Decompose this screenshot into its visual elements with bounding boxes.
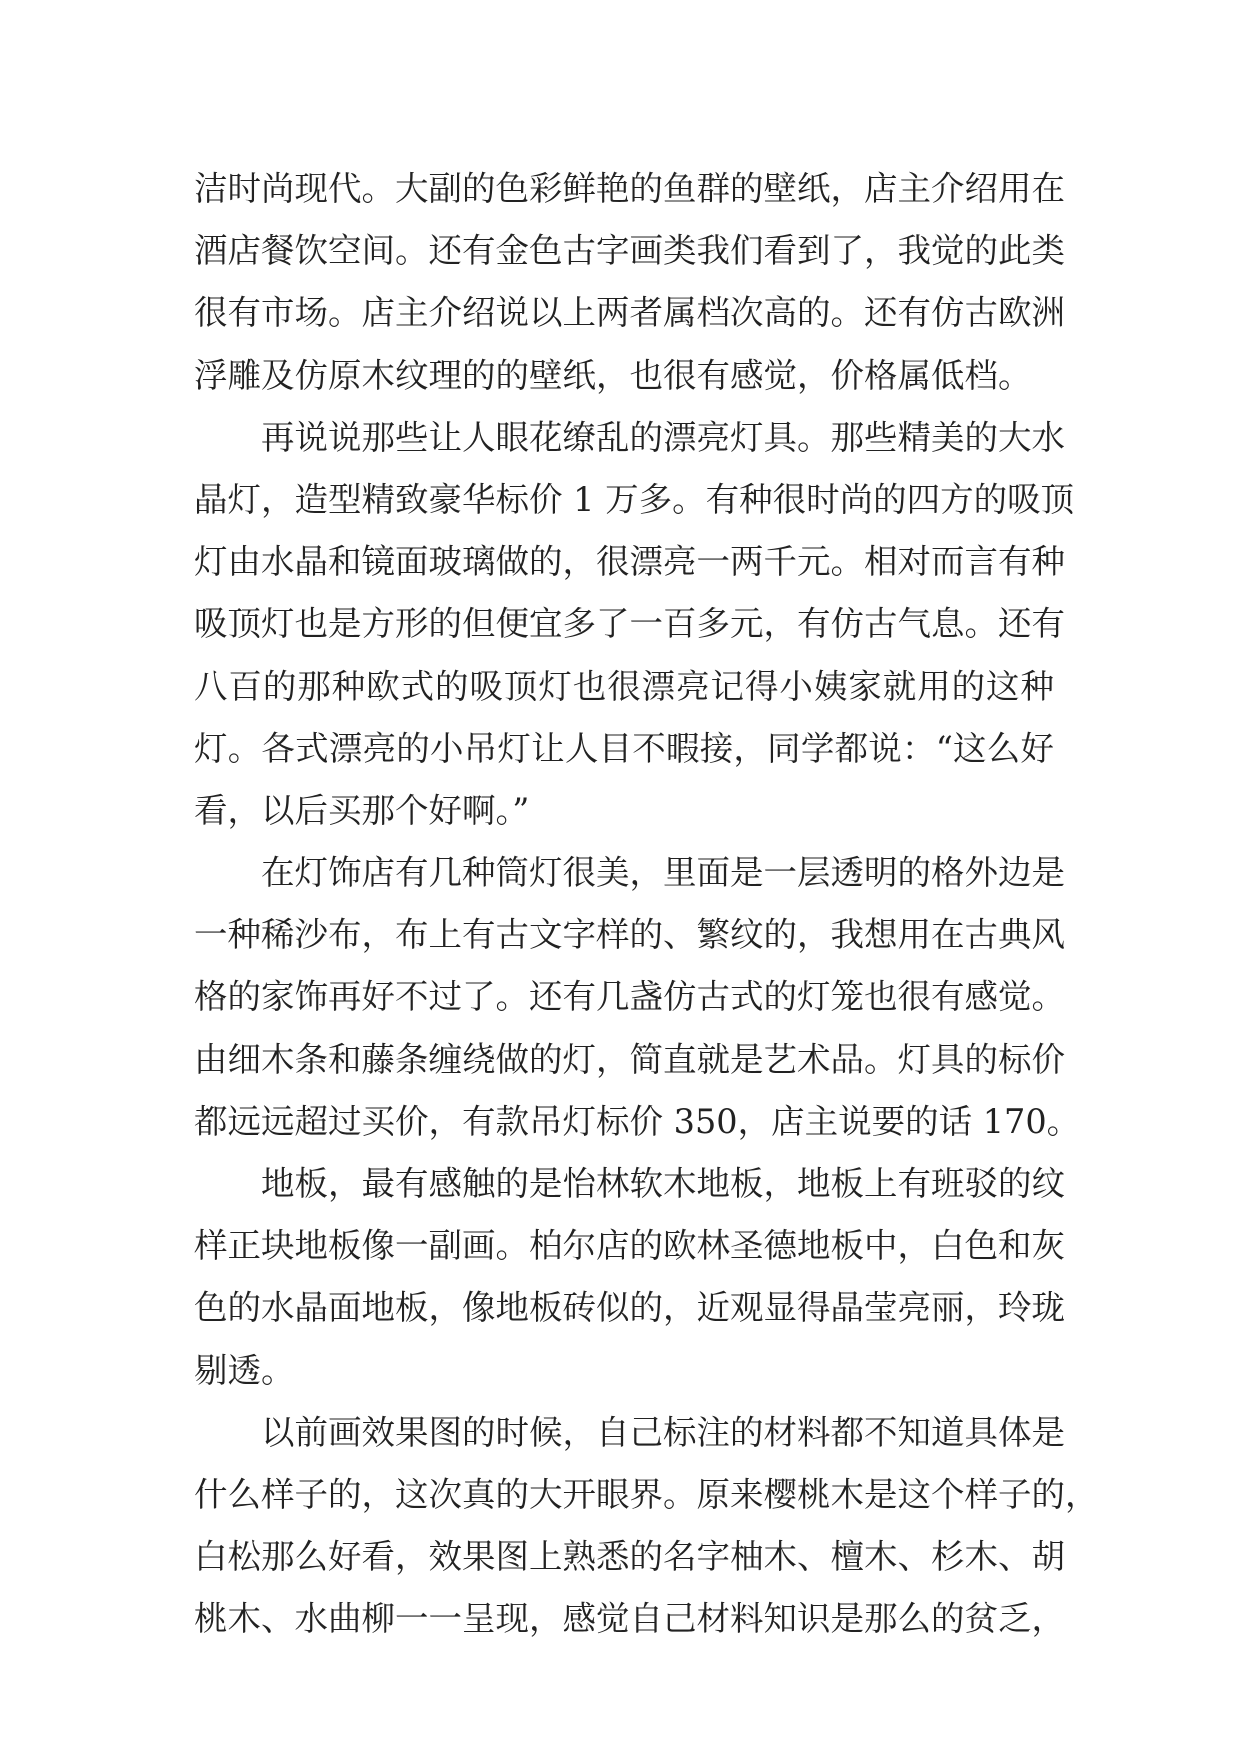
text-line: 酒店餐饮空间。还有金色古字画类我们看到了，我觉的此类: [194, 231, 1065, 271]
text-line: 格的家饰再好不过了。还有几盏仿古式的灯笼也很有感觉。: [194, 977, 1065, 1017]
text-line: 晶灯，造型精致豪华标价 1 万多。有种很时尚的四方的吸顶: [194, 479, 1075, 519]
text-line: 地板，最有感触的是怡林软木地板，地板上有班驳的纹: [261, 1164, 1065, 1203]
paragraph: [194, 1153, 1065, 1402]
text-line: 以前画效果图的时候，自己标注的材料都不知道具体是: [261, 1412, 1065, 1452]
text-line: 都远远超过买价，有款吊灯标价 350，店主说要的话 170。: [194, 1101, 1081, 1141]
text-line: 吸顶灯也是方形的但便宜多了一百多元，有仿古气息。还有: [194, 604, 1065, 644]
text-line: 灯由水晶和镜面玻璃做的，很漂亮一两千元。相对而言有种: [194, 542, 1065, 582]
text-line: 桃木、水曲柳一一呈现，感觉自己材料知识是那么的贫乏，: [194, 1599, 1065, 1639]
text-line: 八百的那种欧式的吸顶灯也很漂亮记得小姨家就用的这种: [194, 666, 1054, 706]
text-line: 一种稀沙布，布上有古文字样的、繁纹的，我想用在古典风: [194, 915, 1065, 955]
text-line: 剔透。: [194, 1350, 295, 1390]
text-line: 洁时尚现代。大副的色彩鲜艳的鱼群的壁纸，店主介绍用在: [194, 169, 1065, 208]
text-line: 什么样子的，这次真的大开眼界。原来樱桃木是这个样子的，: [194, 1474, 1099, 1514]
text-line: 在灯饰店有几种筒灯很美，里面是一层透明的格外边是: [261, 853, 1065, 893]
text-line: 浮雕及仿原木纹理的的壁纸，也很有感觉，价格属低档。: [194, 355, 1032, 395]
text-line: 样正块地板像一副画。柏尔店的欧林圣德地板中，白色和灰: [194, 1226, 1065, 1266]
document-body: [194, 158, 1099, 1651]
paragraph: [194, 407, 1075, 842]
text-line: 再说说那些让人眼花缭乱的漂亮灯具。那些精美的大水: [261, 417, 1065, 457]
text-line: 白松那么好看，效果图上熟悉的名字柚木、檀木、杉木、胡: [194, 1537, 1065, 1577]
text-line: 灯。各式漂亮的小吊灯让人目不暇接，同学都说：“这么好: [194, 728, 1054, 768]
text-line: 看，以后买那个好啊。”: [194, 790, 530, 830]
paragraph: [194, 842, 1081, 1153]
text-line: 色的水晶面地板，像地板砖似的，近观显得晶莹亮丽，玲珑: [194, 1288, 1065, 1328]
text-line: 很有市场。店主介绍说以上两者属档次高的。还有仿古欧洲: [194, 293, 1065, 333]
paragraph: [194, 1402, 1099, 1651]
paragraph: [194, 158, 1065, 407]
text-line: 由细木条和藤条缠绕做的灯，简直就是艺术品。灯具的标价: [194, 1039, 1065, 1079]
